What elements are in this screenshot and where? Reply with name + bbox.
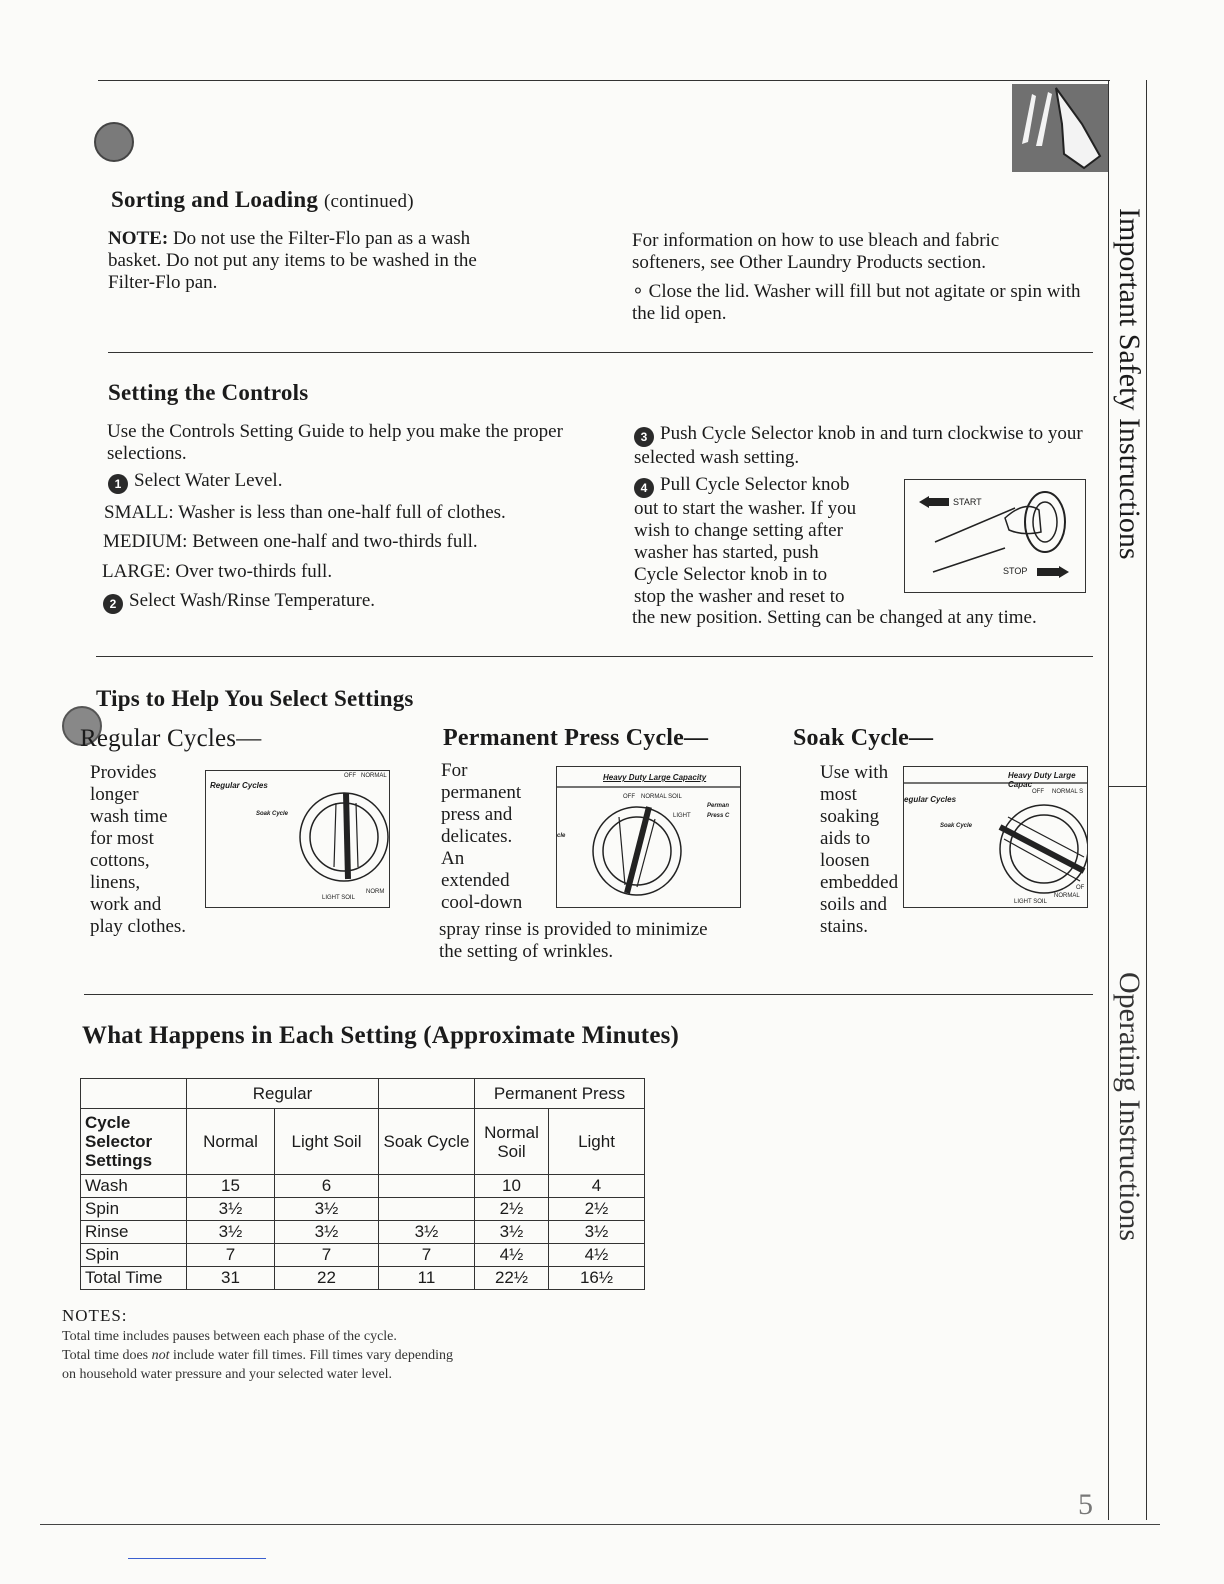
sidebar-right-border [1146,80,1147,1520]
top-rule [98,80,1110,81]
table-group-header-row [81,1079,645,1109]
soak-cycle-text: Use with most soaking aids to loosen embedded soils and stains. [820,762,899,937]
controls-large: LARGE: Over two-thirds full. [102,561,333,582]
cycle-times-table [80,1078,645,1290]
table-row: Wash 15 6 10 4 [81,1175,645,1198]
permanent-press-text-end: spray rinse is provided to minimize the setting of wrinkles. [439,919,708,962]
controls-medium: MEDIUM: Between one-half and two-thirds full. [103,531,478,552]
sidebar-section-safety: Important Safety Instructions [1113,208,1146,560]
regular-cycles-heading: Regular Cycles— [80,725,262,752]
page-number: 5 [1078,1488,1093,1521]
controls-step-2: 2 Select Wash/Rinse Temperature. [103,590,375,614]
controls-step-1: 1 Select Water Level. [108,470,282,494]
section-bullet-icon [94,122,134,162]
sorting-note: NOTE: Do not use the Filter-Flo pan as a wash basket. Do not put any items to be washed in the Filter-Flo pan. [108,228,477,293]
table-row: Rinse 3½ 3½ 3½ 3½ 3½ [81,1221,645,1244]
rule-after-controls [96,656,1093,657]
tips-heading: Tips to Help You Select Settings [96,686,414,711]
permanent-press-heading: Permanent Press Cycle— [443,725,709,751]
header-light-soil: Light Soil [275,1109,379,1175]
header-normal-soil: Normal Soil [475,1109,549,1175]
sorting-bleach-info: For information on how to use bleach and fabric softeners, see Other Laundry Products section. [632,230,1000,273]
group-regular: Regular [187,1079,379,1109]
controls-step-3: 3 Push Cycle Selector knob in and turn clockwise to your selected wash setting. [634,423,1083,468]
table-row: Total Time 31 22 11 22½ 16½ [81,1267,645,1290]
regular-cycles-text: Provides longer wash time for most cottons, linens, work and play clothes. [90,762,187,937]
controls-intro: Use the Controls Setting Guide to help you make the proper selections. [107,421,563,464]
controls-small: SMALL: Washer is less than one-half full of clothes. [104,502,506,523]
rule-after-sorting [108,352,1093,353]
table-row: Spin 3½ 3½ 2½ 2½ [81,1198,645,1221]
notes-text: Total time includes pauses between each phase of the cycle. Total time does not include water fill times. Fill times vary depending on household water pressure and your selected water level. [62,1329,453,1382]
sidebar-section-operating: Operating Instructions [1113,972,1146,1242]
permanent-dial-illustration: Heavy Duty Large Capacity OFF NORMAL SOIL LIGHT Perman Press C cle [556,766,741,908]
sorting-heading: Sorting and Loading (continued) [111,187,414,212]
controls-step-4: 4 Pull Cycle Selector knob out to start the washer. If you wish to change setting after washer has started, push Cycle Selector knob in to stop the washer and reset to [634,474,857,607]
permanent-press-text: For permanent press and delicates. An extended cool-down [441,760,523,913]
header-soak-cycle: Soak Cycle [379,1109,475,1175]
soak-cycle-heading: Soak Cycle— [793,725,934,751]
rule-after-tips [84,994,1093,995]
hand-pointing-icon [1012,84,1108,172]
table-heading: What Happens in Each Setting (Approximate Minutes) [82,1022,680,1049]
controls-heading: Setting the Controls [108,380,309,405]
notes-heading: NOTES: [62,1306,128,1325]
bottom-rule [40,1524,1160,1525]
knob-stop-label: STOP [1003,566,1028,576]
sidebar-left-border [1108,80,1109,1520]
bottom-blue-line [128,1558,266,1559]
knob-start-label: START [953,497,982,507]
controls-step-4-end: the new position. Setting can be changed at any time. [632,607,1037,628]
knob-illustration [904,479,1086,593]
table-header-row [81,1109,645,1175]
table-row: Spin 7 7 7 4½ 4½ [81,1244,645,1267]
sorting-lid-bullet: ∘ Close the lid. Washer will fill but not agitate or spin with the lid open. [632,281,1081,324]
regular-dial-illustration: Regular Cycles Soak Cycle OFF NORMAL LIGHT SOIL NORM [205,770,390,908]
header-cycle-selector: Cycle Selector Settings [81,1109,187,1175]
group-permanent-press: Permanent Press [475,1079,645,1109]
soak-dial-illustration: Heavy Duty Large Capac egular Cycles Soak Cycle OFF NORMAL S LIGHT SOIL NORMAL OF [903,766,1088,908]
header-normal: Normal [187,1109,275,1175]
sidebar-divider [1108,786,1146,787]
header-light: Light [549,1109,645,1175]
